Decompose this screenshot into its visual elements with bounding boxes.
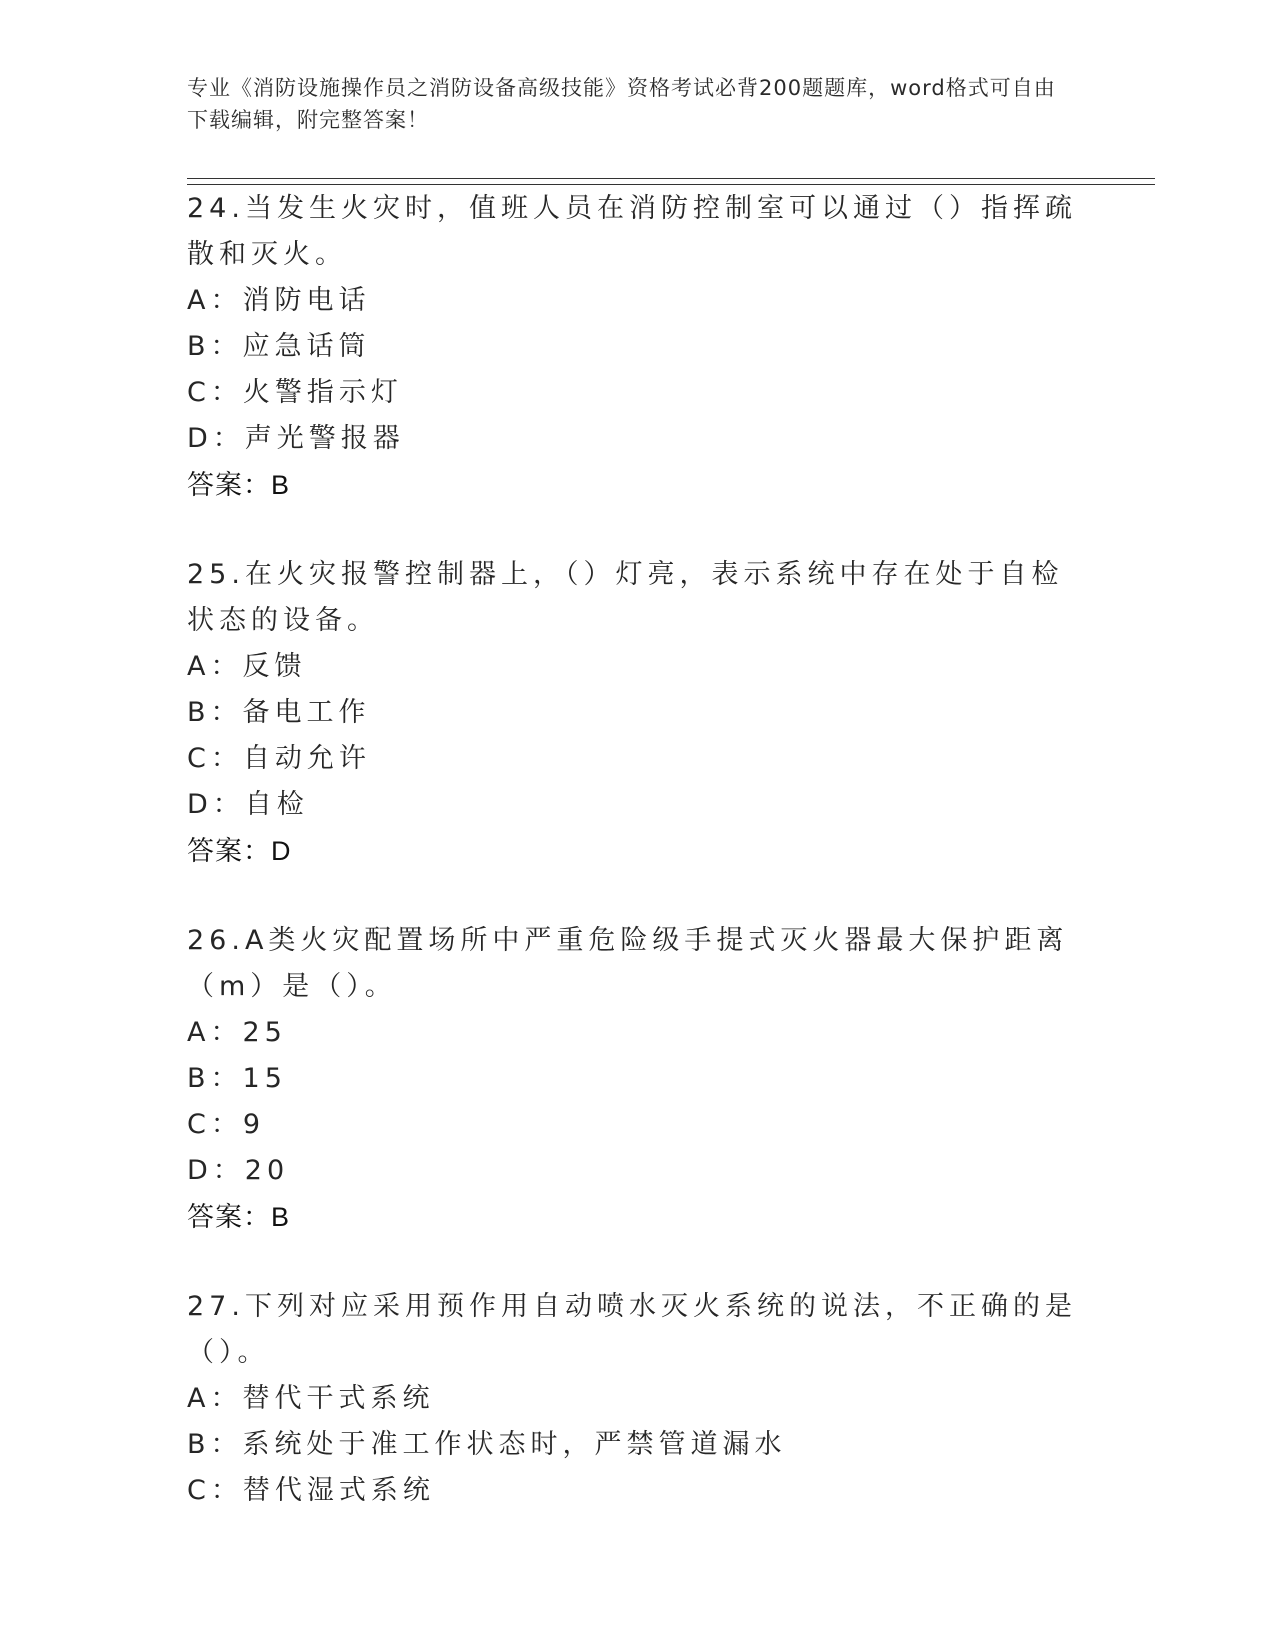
question-24 bbox=[187, 186, 1087, 508]
option-d: D：自检 bbox=[187, 789, 309, 820]
option-a: A：反馈 bbox=[187, 651, 307, 682]
option-a: A：替代干式系统 bbox=[187, 1383, 435, 1414]
option-d: D：20 bbox=[187, 1155, 290, 1186]
option-c: C：替代湿式系统 bbox=[187, 1475, 435, 1506]
option-c: C：9 bbox=[187, 1109, 266, 1140]
question-text: 26.A类火灾配置场所中严重危险级手提式灭火器最大保护距离（m）是（）。 bbox=[187, 925, 1069, 1002]
option-c: C：火警指示灯 bbox=[187, 377, 403, 408]
option-b: B：备电工作 bbox=[187, 697, 371, 728]
option-d: D：声光警报器 bbox=[187, 423, 405, 454]
question-25 bbox=[187, 552, 1087, 874]
question-26 bbox=[187, 918, 1087, 1240]
answer: 答案：B bbox=[187, 470, 291, 500]
question-text: 25.在火灾报警控制器上，（）灯亮，表示系统中存在处于自检状态的设备。 bbox=[187, 559, 1064, 636]
option-b: B：15 bbox=[187, 1063, 287, 1094]
header-divider-top bbox=[187, 178, 1155, 179]
option-b: B：系统处于准工作状态时，严禁管道漏水 bbox=[187, 1429, 787, 1460]
option-a: A：消防电话 bbox=[187, 285, 371, 316]
option-b: B：应急话筒 bbox=[187, 331, 371, 362]
answer: 答案：D bbox=[187, 836, 292, 866]
question-text: 27.下列对应采用预作用自动喷水灭火系统的说法，不正确的是（）。 bbox=[187, 1291, 1077, 1368]
question-text: 24.当发生火灾时，值班人员在消防控制室可以通过（）指挥疏散和灭火。 bbox=[187, 193, 1077, 270]
question-list bbox=[187, 186, 1087, 1558]
question-27 bbox=[187, 1284, 1087, 1514]
header-divider-bottom bbox=[187, 184, 1155, 185]
answer: 答案：B bbox=[187, 1202, 291, 1232]
document-header: 专业《消防设施操作员之消防设备高级技能》资格考试必背200题题库，word格式可自由下载编辑，附完整答案！ bbox=[187, 76, 1056, 132]
option-c: C：自动允许 bbox=[187, 743, 371, 774]
option-a: A：25 bbox=[187, 1017, 287, 1048]
